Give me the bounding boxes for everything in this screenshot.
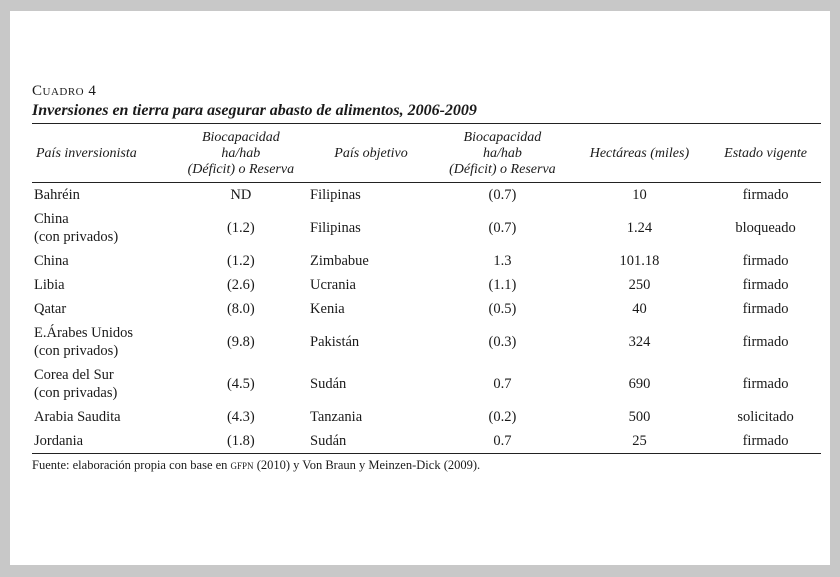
- table-body: [32, 183, 821, 454]
- cell-biocapacity-target: 1.3: [493, 253, 512, 269]
- cell-investor: [32, 297, 180, 321]
- investor-line: Jordania: [34, 433, 84, 449]
- investor-line: Libia: [34, 277, 65, 293]
- cell-hectares: 40: [632, 301, 647, 317]
- cell-target: Ucrania: [310, 277, 356, 293]
- source-prefix: Fuente: elaboración propia con base en: [32, 458, 231, 472]
- table-row: [32, 363, 821, 405]
- cell-status: firmado: [742, 334, 789, 350]
- cell-biocapacity-investor: (1.2): [226, 220, 255, 236]
- investor-line: (con privados): [34, 229, 119, 245]
- header-line: (Déficit) o Reserva: [187, 162, 295, 177]
- header-line: Biocapacidad: [201, 130, 280, 145]
- cell-target: Pakistán: [310, 334, 360, 350]
- table-row: [32, 273, 821, 297]
- table-row: [32, 249, 821, 273]
- cell-target: Sudán: [302, 429, 436, 454]
- cell-biocapacity-investor: ND: [230, 187, 252, 203]
- header-line: Biocapacidad: [463, 130, 542, 145]
- header-line: ha/hab: [482, 146, 522, 161]
- cell-target: Tanzania: [310, 409, 363, 425]
- cell-target: Filipinas: [310, 187, 361, 203]
- cell-target: Sudán: [310, 376, 347, 392]
- cell-investor: [32, 363, 180, 405]
- cell-status: solicitado: [737, 409, 794, 425]
- source-suffix: (2010) y Von Braun y Meinzen-Dick (2009).: [253, 458, 481, 472]
- source-note: [32, 458, 821, 473]
- cell-target: Filipinas: [310, 220, 361, 236]
- table-title: Inversiones en tierra para asegurar abasto de alimentos, 2006-2009: [32, 102, 821, 124]
- cell-hectares: 10: [632, 187, 647, 203]
- cell-hectares: 1.24: [626, 220, 653, 236]
- cell-biocapacity-target: (0.7): [488, 187, 517, 203]
- investor-line: (con privados): [34, 343, 119, 359]
- header-biocapacity-target: [436, 124, 569, 183]
- cell-hectares: 25: [569, 429, 710, 454]
- cell-biocapacity-target: (0.5): [488, 301, 517, 317]
- investor-line: Arabia Saudita: [34, 409, 121, 425]
- cell-biocapacity-target: 0.7: [436, 429, 569, 454]
- cell-investor: [32, 207, 180, 249]
- cell-biocapacity-target: (0.7): [488, 220, 517, 236]
- page: [10, 11, 830, 565]
- table-row: [32, 405, 821, 429]
- cell-hectares: 101.18: [619, 253, 660, 269]
- cell-investor: [32, 249, 180, 273]
- header-investor: País inversionista: [32, 124, 180, 183]
- cell-biocapacity-investor: (4.5): [226, 376, 255, 392]
- header-line: ha/hab: [221, 146, 261, 161]
- cell-target: Zimbabue: [310, 253, 369, 269]
- header-biocapacity-investor: [180, 124, 302, 183]
- cell-biocapacity-investor: (4.3): [226, 409, 255, 425]
- header-status: Estado vigente: [710, 124, 821, 183]
- cell-investor: [32, 429, 180, 454]
- cell-biocapacity-investor: (8.0): [226, 301, 255, 317]
- investor-line: E.Árabes Unidos: [34, 325, 134, 341]
- cell-status: bloqueado: [735, 220, 796, 236]
- table-block: [32, 83, 821, 473]
- investment-table: [32, 124, 821, 454]
- cell-status: firmado: [742, 277, 789, 293]
- cell-biocapacity-investor: (1.8): [180, 429, 302, 454]
- table-row: [32, 207, 821, 249]
- cell-biocapacity-target: (0.3): [488, 334, 517, 350]
- cell-investor: [32, 183, 180, 208]
- cell-biocapacity-investor: (1.2): [226, 253, 255, 269]
- source-acronym: gfpn: [230, 458, 254, 472]
- investor-line: Corea del Sur: [34, 367, 114, 383]
- investor-line: China: [34, 211, 69, 227]
- table-row: [32, 429, 821, 454]
- investor-line: China: [34, 253, 69, 269]
- cell-investor: [32, 273, 180, 297]
- table-row: [32, 183, 821, 208]
- cell-hectares: 690: [628, 376, 651, 392]
- cell-biocapacity-investor: (9.8): [226, 334, 255, 350]
- cell-status: firmado: [742, 187, 789, 203]
- header-row: [32, 124, 821, 183]
- table-row: [32, 297, 821, 321]
- header-hectares: Hectáreas (miles): [569, 124, 710, 183]
- header-target: País objetivo: [302, 124, 436, 183]
- investor-line: Qatar: [34, 301, 67, 317]
- cell-status: firmado: [742, 376, 789, 392]
- cell-hectares: 250: [628, 277, 651, 293]
- cell-hectares: 324: [628, 334, 651, 350]
- cell-investor: [32, 321, 180, 363]
- table-number: Cuadro 4: [32, 83, 97, 99]
- cell-hectares: 500: [628, 409, 651, 425]
- investor-line: Bahréin: [34, 187, 80, 203]
- cell-status: firmado: [742, 301, 789, 317]
- cell-biocapacity-target: (0.2): [488, 409, 517, 425]
- table-row: [32, 321, 821, 363]
- cell-status: firmado: [710, 429, 821, 454]
- header-line: (Déficit) o Reserva: [449, 162, 556, 177]
- cell-biocapacity-investor: (2.6): [226, 277, 255, 293]
- cell-status: firmado: [742, 253, 789, 269]
- cell-investor: [32, 405, 180, 429]
- investor-line: (con privadas): [34, 385, 118, 401]
- cell-biocapacity-target: (1.1): [488, 277, 517, 293]
- cell-biocapacity-target: 0.7: [493, 376, 512, 392]
- cell-target: Kenia: [310, 301, 345, 317]
